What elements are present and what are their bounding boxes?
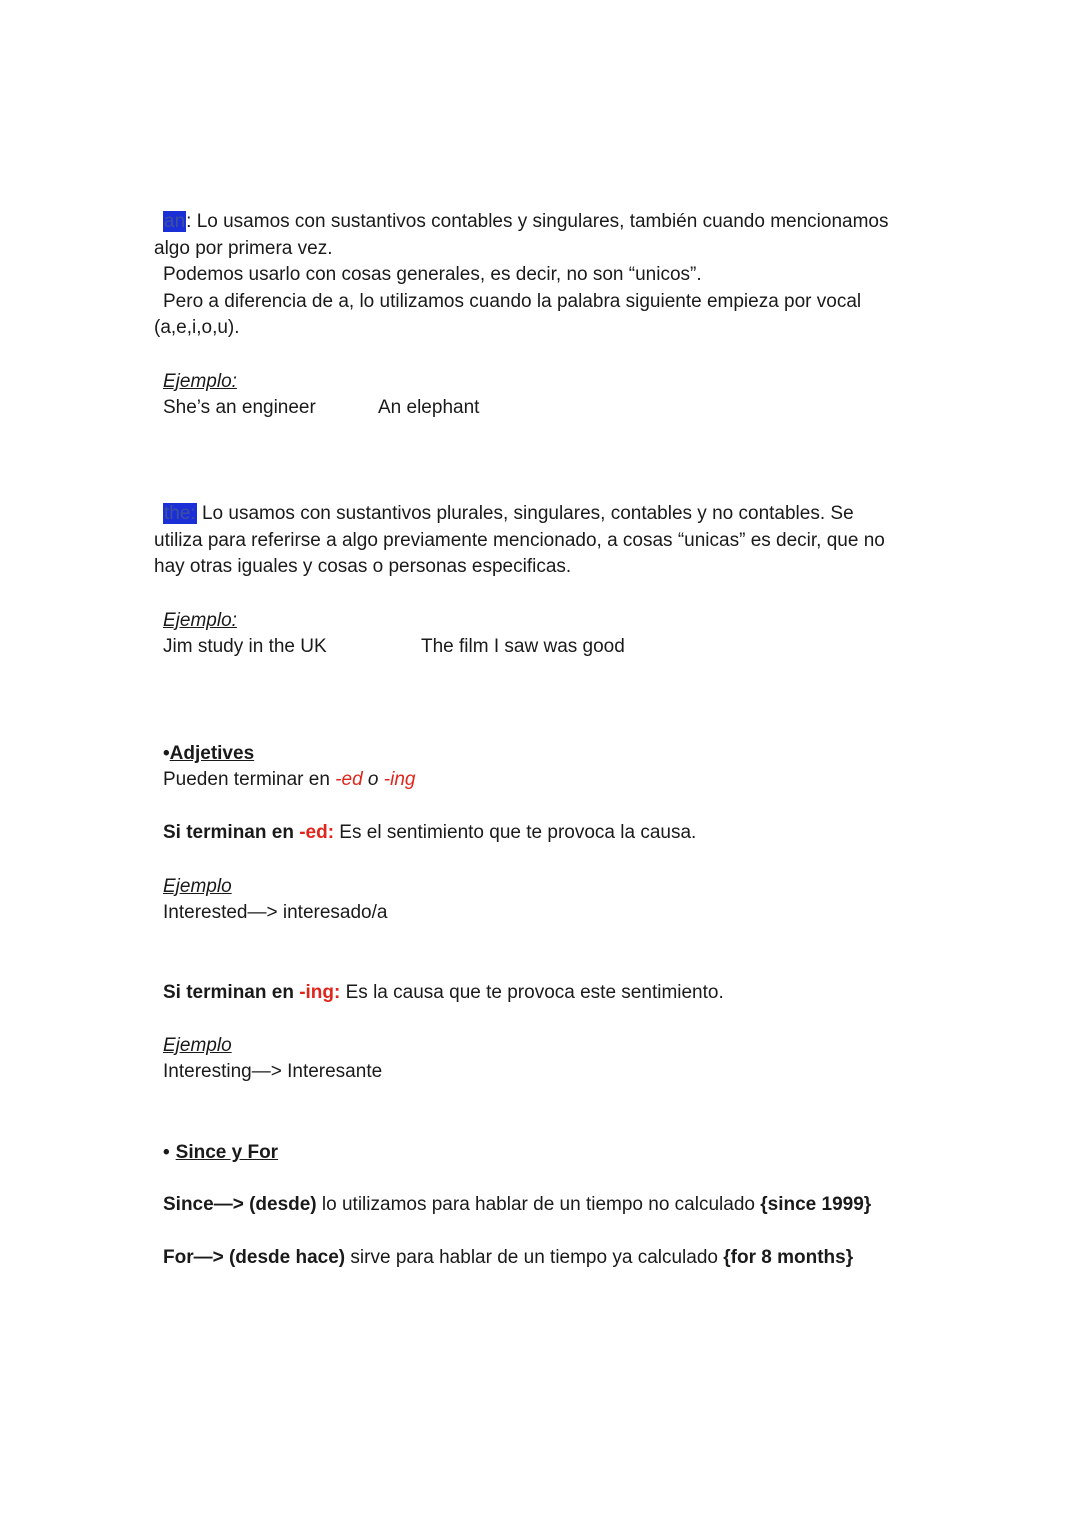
since-for-heading xyxy=(163,1140,278,1166)
adjectives-heading xyxy=(163,741,254,767)
ed-rule-suffix: -ed: xyxy=(299,822,335,843)
ed-rule-text: Es el sentimiento que te provoca la causa. xyxy=(334,822,697,843)
ing-rule-suffix: -ing: xyxy=(299,982,341,1003)
an-example-label: Ejemplo: xyxy=(163,371,237,392)
adjectives-intro-prefix: Pueden terminar en xyxy=(163,769,336,790)
adjectives-intro xyxy=(163,767,415,793)
an-example-2: An elephant xyxy=(378,397,480,418)
since-rule xyxy=(163,1192,871,1218)
since-rule-text: lo utilizamos para hablar de un tiempo no calculado xyxy=(316,1194,761,1215)
ed-example: Interested—> interesado/a xyxy=(163,902,388,923)
ing-rule-prefix: Si terminan en xyxy=(163,982,300,1003)
suffix-ed: -ed xyxy=(335,769,363,790)
for-rule-text: sirve para hablar de un tiempo ya calculado xyxy=(345,1247,724,1268)
the-definition-line-1 xyxy=(163,501,854,527)
for-example: {for 8 months} xyxy=(723,1247,854,1268)
the-definition-line-2: utiliza para referirse a algo previamente mencionado, a cosas “unicas” es decir, que no xyxy=(154,530,885,551)
an-definition-text: : Lo usamos con sustantivos contables y singulares, también cuando mencionamos xyxy=(186,211,889,232)
ed-example-label: Ejemplo xyxy=(163,876,232,897)
ing-rule xyxy=(163,980,724,1006)
the-example-label: Ejemplo: xyxy=(163,610,237,631)
an-definition-line-3: Podemos usarlo con cosas generales, es decir, no son “unicos”. xyxy=(163,264,702,285)
bullet-icon: • xyxy=(163,1142,170,1163)
an-definition-line-4: Pero a diferencia de a, lo utilizamos cuando la palabra siguiente empieza por vocal xyxy=(163,291,862,312)
an-definition-line-1 xyxy=(163,209,888,235)
an-example-1: She’s an engineer xyxy=(163,397,316,418)
since-for-heading-text: Since y For xyxy=(175,1142,279,1163)
since-rule-bold: Since—> (desde) xyxy=(163,1194,317,1215)
adjectives-intro-mid: o xyxy=(362,769,384,790)
an-definition-line-2: algo por primera vez. xyxy=(154,238,333,259)
the-definition-text: Lo usamos con sustantivos plurales, singulares, contables y no contables. Se xyxy=(196,503,854,524)
ed-rule xyxy=(163,820,696,846)
bullet-icon: • xyxy=(163,743,170,764)
the-definition-line-3: hay otras iguales y cosas o personas especificas. xyxy=(154,556,572,577)
adjectives-heading-text: Adjetives xyxy=(169,743,255,764)
an-definition-line-5: (a,e,i,o,u). xyxy=(154,317,240,338)
suffix-ing: -ing xyxy=(383,769,416,790)
ing-rule-text: Es la causa que te provoca este sentimiento. xyxy=(340,982,724,1003)
ed-rule-prefix: Si terminan en xyxy=(163,822,300,843)
an-term-highlight: an xyxy=(164,211,186,232)
for-rule xyxy=(163,1245,853,1271)
the-term-highlight: the: xyxy=(164,503,196,524)
ing-example: Interesting—> Interesante xyxy=(163,1061,383,1082)
the-example-1: Jim study in the UK xyxy=(163,636,327,657)
for-rule-bold: For—> (desde hace) xyxy=(163,1247,346,1268)
ing-example-label: Ejemplo xyxy=(163,1035,232,1056)
since-example: {since 1999} xyxy=(760,1194,872,1215)
the-example-2: The film I saw was good xyxy=(421,636,625,657)
